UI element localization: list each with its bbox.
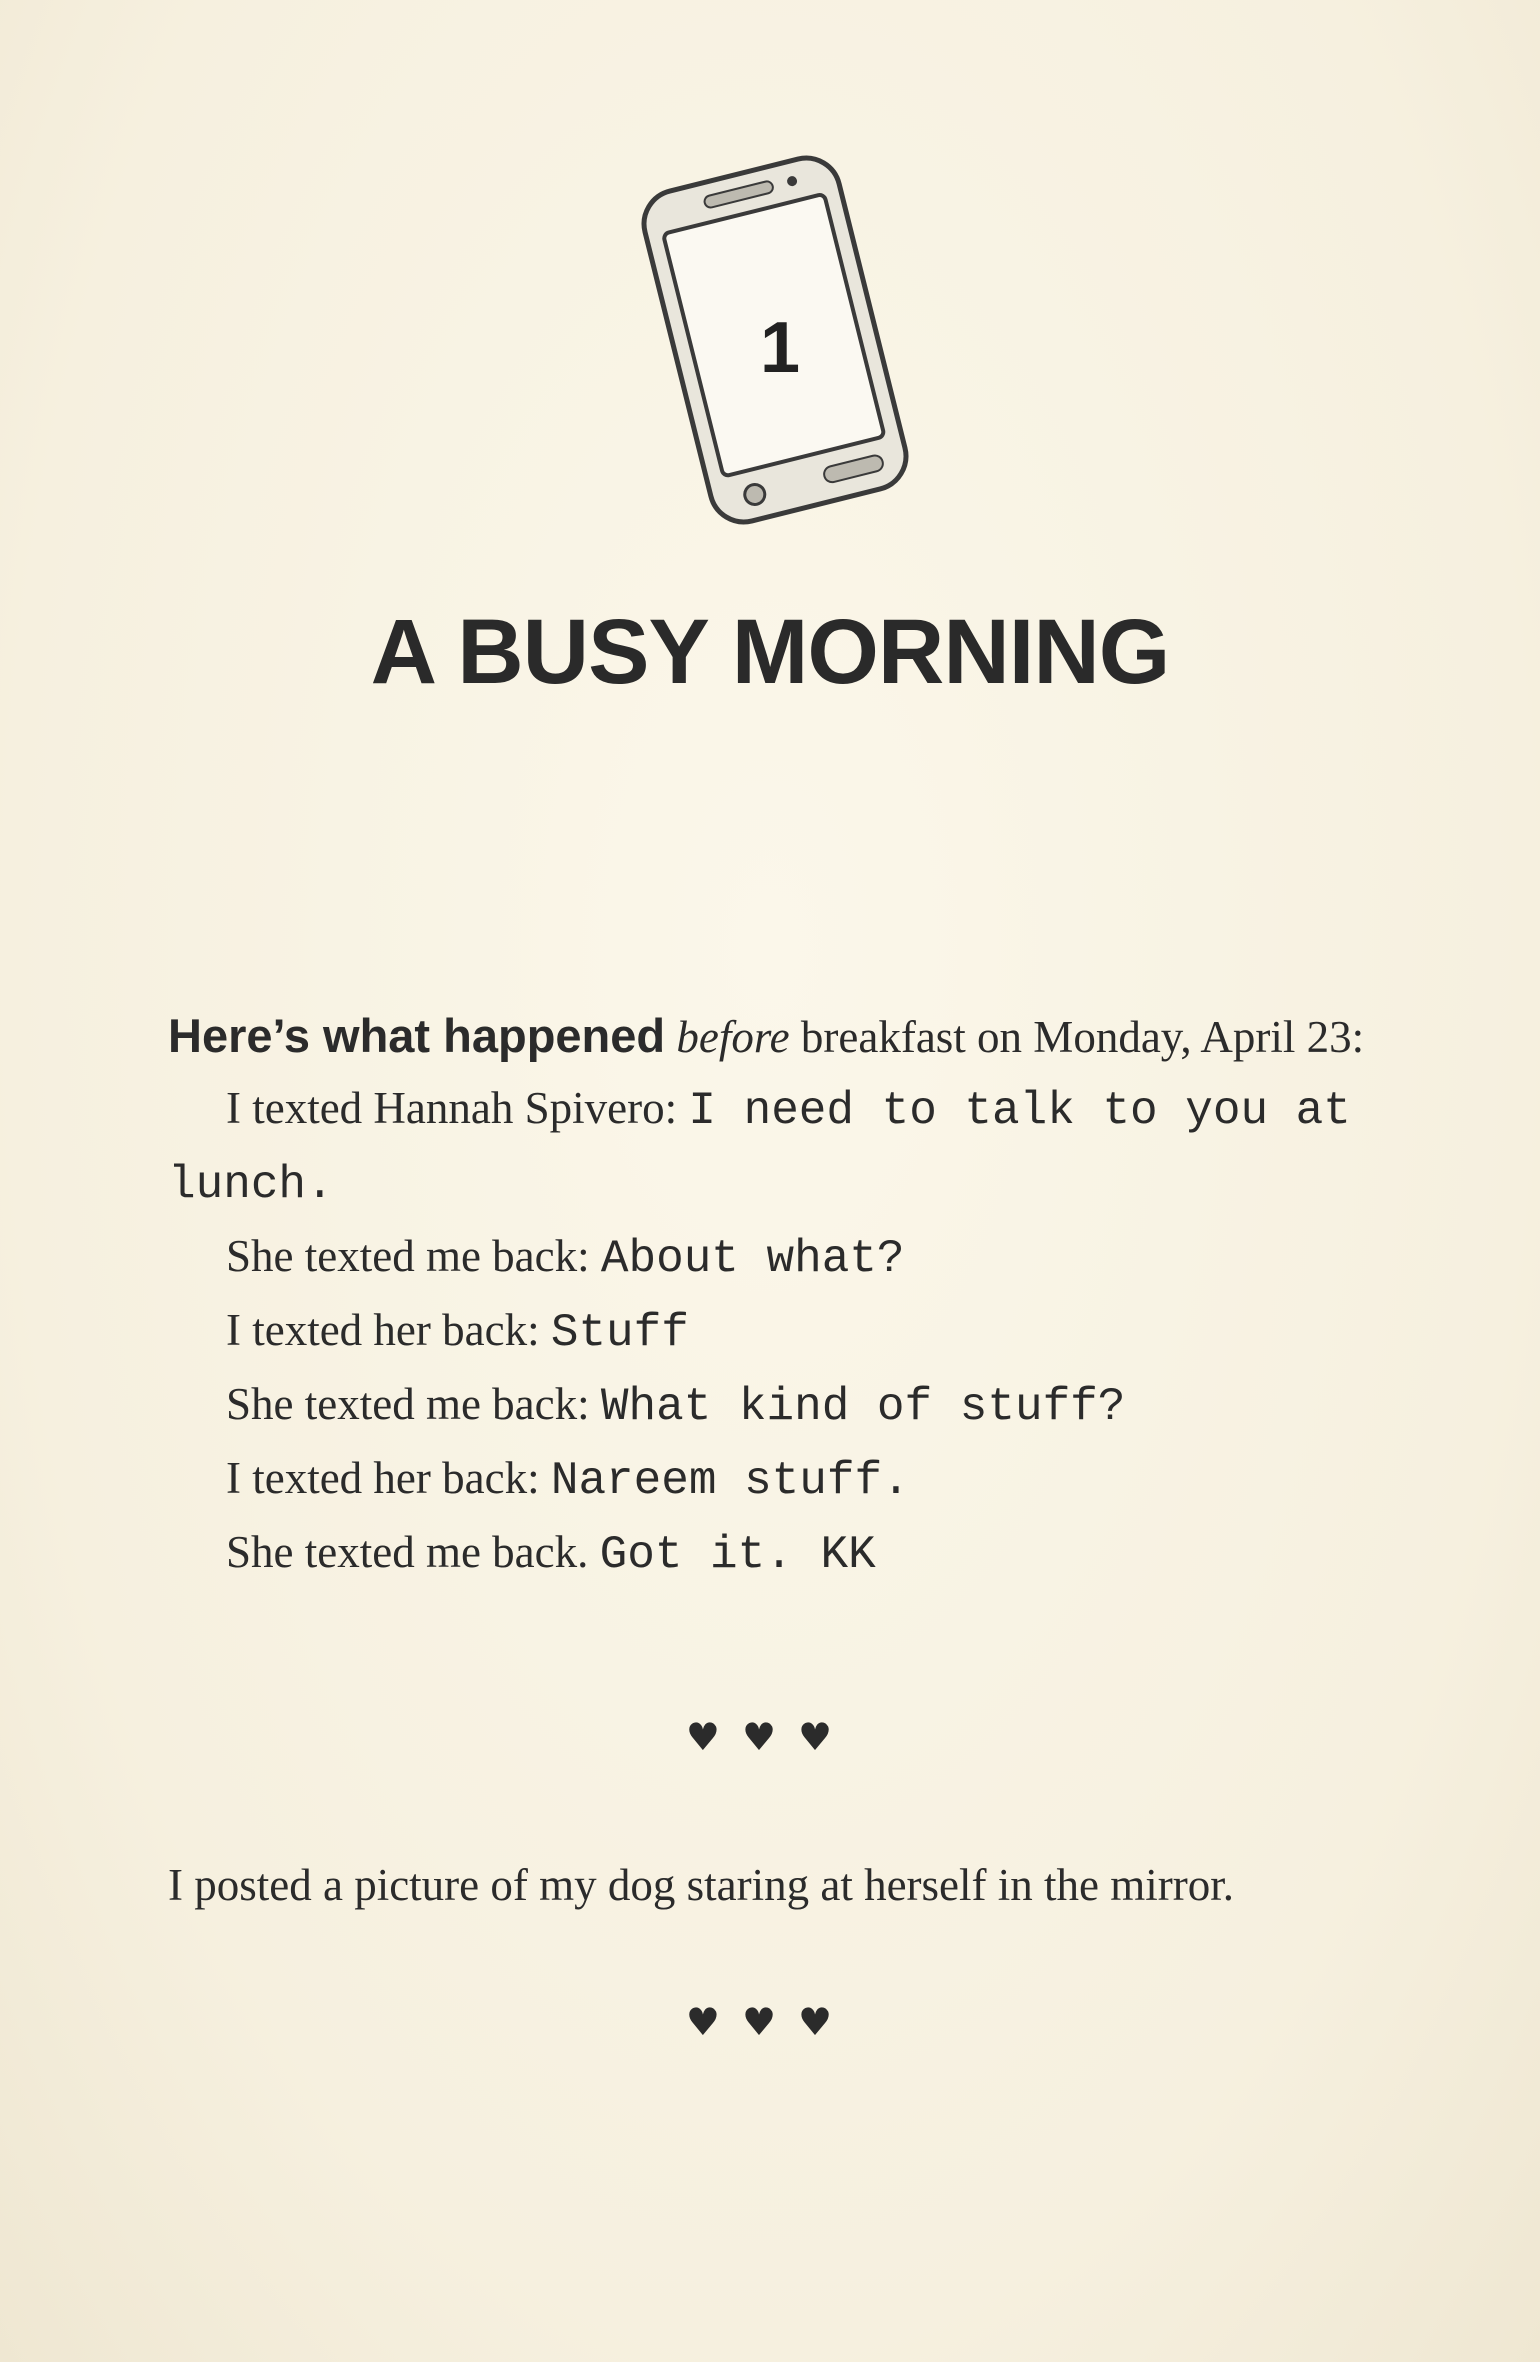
text-prefix: She texted me back: [226, 1379, 601, 1429]
heart-separator: ♥♥♥ [685, 1715, 855, 1759]
heart-separator: ♥♥♥ [685, 2000, 855, 2044]
text-line [168, 1517, 1378, 1591]
text-line [168, 1443, 1378, 1517]
text-message: Nareem stuff. [550, 1455, 910, 1507]
text-message: I need to talk to you at lunch. [168, 1085, 1351, 1211]
text-message: About what? [600, 1233, 905, 1285]
text-line [168, 1221, 1378, 1295]
text-prefix: She texted me back: [226, 1231, 601, 1281]
phone-icon [630, 150, 920, 530]
closing-paragraph: I posted a picture of my dog staring at herself in the mirror. [168, 1860, 1234, 1910]
intro-emphasis: before [676, 1012, 790, 1062]
text-prefix: She texted me back. [226, 1527, 600, 1577]
phone-illustration [630, 150, 920, 530]
text-message: Got it. KK [599, 1529, 876, 1581]
text-message: Stuff [550, 1307, 689, 1359]
text-prefix: I texted her back: [226, 1305, 551, 1355]
text-line [168, 1073, 1378, 1221]
chapter-title: A BUSY MORNING [370, 601, 1170, 703]
intro-lead: Here’s what happened [168, 1009, 666, 1062]
chapter-body [168, 1000, 1378, 1591]
text-message: What kind of stuff? [600, 1381, 1126, 1433]
chapter-number: 1 [759, 308, 801, 388]
text-prefix: I texted her back: [226, 1453, 551, 1503]
text-line [168, 1295, 1378, 1369]
intro-rest: breakfast on Monday, April 23: [789, 1012, 1365, 1062]
intro-paragraph [168, 1000, 1378, 1073]
text-line [168, 1369, 1378, 1443]
text-prefix: I texted Hannah Spivero: [226, 1083, 689, 1133]
